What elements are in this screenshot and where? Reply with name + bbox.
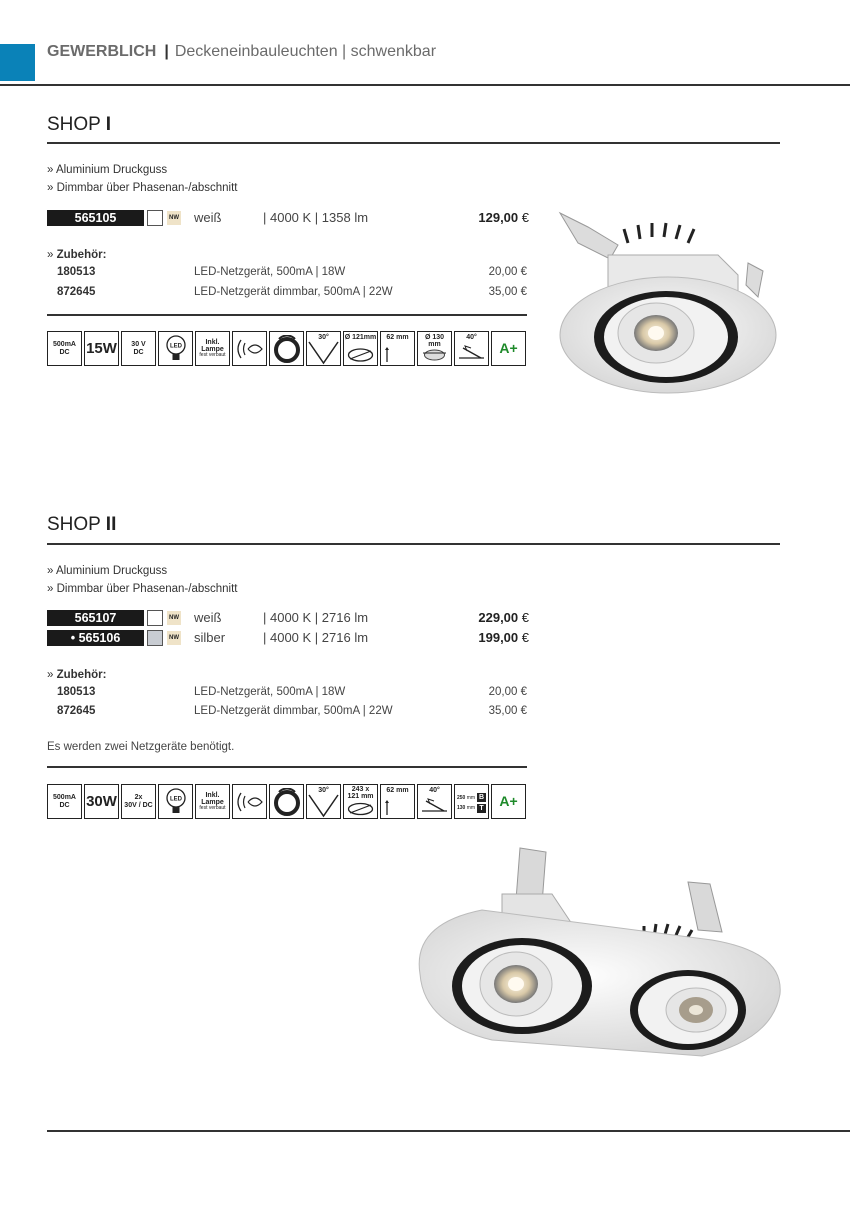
included-lamp-icon [195,784,230,819]
price [478,630,529,645]
accessory-code: 872645 [57,286,96,298]
accessory-row [57,705,527,719]
header-brand: GEWERBLICH [47,43,157,60]
diameter-icon [343,331,378,366]
light-spec: | 4000 K | 2716 lm [263,630,369,645]
power-label: 30W [86,792,117,810]
lamp-line-1: Inkl. [205,791,220,799]
header-rule [0,84,850,86]
cutout-letter-b: B [478,794,485,801]
accent-tab [0,44,35,81]
cutout-unit: mm [466,795,476,801]
section-title-prefix: SHOP [47,114,101,135]
diameter-label: Ø 121mm [344,334,377,341]
section-title-shop-1 [47,114,111,136]
page-header [47,43,436,61]
led-label: LED [169,343,182,349]
dimension-line-2: 121 mm [347,793,374,801]
icon-rule [47,314,527,316]
price [478,610,529,625]
tilt-label: 40° [429,787,440,794]
product-row [47,210,529,226]
swivel-ring-icon [269,331,304,366]
color-swatch-silver [147,630,163,646]
swivel-ring-icon [269,784,304,819]
product-photo-shop-2 [412,844,784,1066]
accessory-row [57,686,527,700]
lamp-line-2: Lampe [201,798,224,806]
header-separator: | [164,43,169,60]
accessory-code: 872645 [57,705,96,717]
color-name: weiß [194,610,222,625]
cutout-letter-t: T [477,804,486,813]
product-row [47,630,529,646]
accessory-code: 180513 [57,266,96,278]
depth-icon [380,331,415,366]
accessory-price: 35,00 € [488,705,527,717]
accessory-desc: LED-Netzgerät, 500mA | 18W [194,266,346,278]
spec-icon-strip [47,784,526,819]
lamp-line-2: Lampe [201,345,224,353]
spec-icon-strip [47,331,526,366]
accessories-prefix: » [47,669,54,681]
accessory-desc: LED-Netzgerät dimmbar, 500mA | 22W [194,286,393,298]
price-value: 229,00 [478,610,519,625]
section-title-number: II [105,514,117,535]
depth-label: 62 mm [386,334,409,341]
tilt-angle-icon [454,331,489,366]
article-number: • 565106 [47,630,144,646]
section-rule [47,543,780,545]
current-icon [47,331,82,366]
section-rule [47,142,780,144]
section-title-number: I [105,114,112,135]
accessories-prefix: » [47,249,54,261]
beam-angle-icon [306,784,341,819]
led-label: LED [169,796,182,802]
cutout-label: Ø 130 mm [424,334,445,349]
article-number: 565107 [47,610,144,626]
beam-label: 30° [318,787,329,794]
voltage-icon [121,331,156,366]
energy-class-icon [491,784,526,819]
current-line-1: 500mA [53,341,76,349]
led-bulb-icon [158,331,193,366]
power-icon [84,784,119,819]
voltage-line-1: 2x [134,794,143,802]
color-swatch-white [147,610,163,626]
voltage-line-1: 30 V [131,341,146,349]
accessory-code: 180513 [57,686,96,698]
accessory-price: 20,00 € [488,266,527,278]
voltage-icon [121,784,156,819]
cutout-depth-value: 130 [457,805,466,812]
dimmable-icon [232,331,267,366]
lamp-line-3: fest verbaut [199,352,226,359]
color-name: silber [194,630,226,645]
light-spec: | 4000 K | 1358 lm [263,210,369,225]
cutout-width-value: 250 [457,795,466,801]
dimension-line-1: 243 x [351,786,370,793]
led-bulb-icon [158,784,193,819]
product-photo-shop-1 [548,205,780,395]
footer-rule [47,1130,850,1132]
accessory-row [57,266,527,280]
feature-item: » Dimmbar über Phasenan-/abschnitt [47,583,238,595]
neutral-white-badge: NW [167,611,181,625]
tilt-angle-icon [417,784,452,819]
included-lamp-icon [195,331,230,366]
price-value: 199,00 [478,630,519,645]
energy-class-icon [491,331,526,366]
energy-label: A+ [499,340,518,357]
accessories-title [47,669,106,681]
currency: € [521,610,529,625]
accessories-label: Zubehör: [56,249,107,261]
header-subtitle: Deckeneinbauleuchten | schwenkbar [174,43,437,60]
power-supply-note: Es werden zwei Netzgeräte benötigt. [47,741,235,753]
neutral-white-badge: NW [167,211,181,225]
energy-label: A+ [499,793,518,810]
accessory-row [57,286,527,300]
current-line-2: DC [59,801,70,809]
current-icon [47,784,82,819]
power-icon [84,331,119,366]
accessories-label: Zubehör: [56,669,107,681]
voltage-line-2: DC [133,348,144,356]
feature-item: » Dimmbar über Phasenan-/abschnitt [47,182,238,194]
current-line-2: DC [59,348,70,356]
article-number: 565105 [47,210,144,226]
price [478,210,529,225]
price-value: 129,00 [478,210,519,225]
dimension-icon [343,784,378,819]
feature-item: » Aluminium Druckguss [47,164,168,176]
cutout-unit: mm [466,805,476,812]
feature-item: » Aluminium Druckguss [47,565,168,577]
section-title-prefix: SHOP [47,514,101,535]
depth-icon [380,784,415,819]
cutout-size-icon [454,784,489,819]
color-swatch-white [147,210,163,226]
lamp-line-3: fest verbaut [199,805,226,812]
color-name: weiß [194,210,222,225]
accessories-title [47,249,106,261]
current-line-1: 500mA [53,794,76,802]
voltage-line-2: 30V / DC [124,801,153,809]
power-label: 15W [86,339,117,357]
accessory-desc: LED-Netzgerät dimmbar, 500mA | 22W [194,705,393,717]
neutral-white-badge: NW [167,631,181,645]
cutout-icon [417,331,452,366]
currency: € [521,630,529,645]
section-title-shop-2 [47,514,116,536]
dimmable-icon [232,784,267,819]
light-spec: | 4000 K | 2716 lm [263,610,369,625]
beam-angle-icon [306,331,341,366]
beam-label: 30° [318,334,329,341]
product-row [47,610,529,626]
icon-rule [47,766,527,768]
accessory-desc: LED-Netzgerät, 500mA | 18W [194,686,346,698]
accessory-price: 35,00 € [488,286,527,298]
currency: € [521,210,529,225]
tilt-label: 40° [466,334,477,341]
accessory-price: 20,00 € [488,686,527,698]
lamp-line-1: Inkl. [205,338,220,346]
depth-label: 62 mm [386,787,409,794]
